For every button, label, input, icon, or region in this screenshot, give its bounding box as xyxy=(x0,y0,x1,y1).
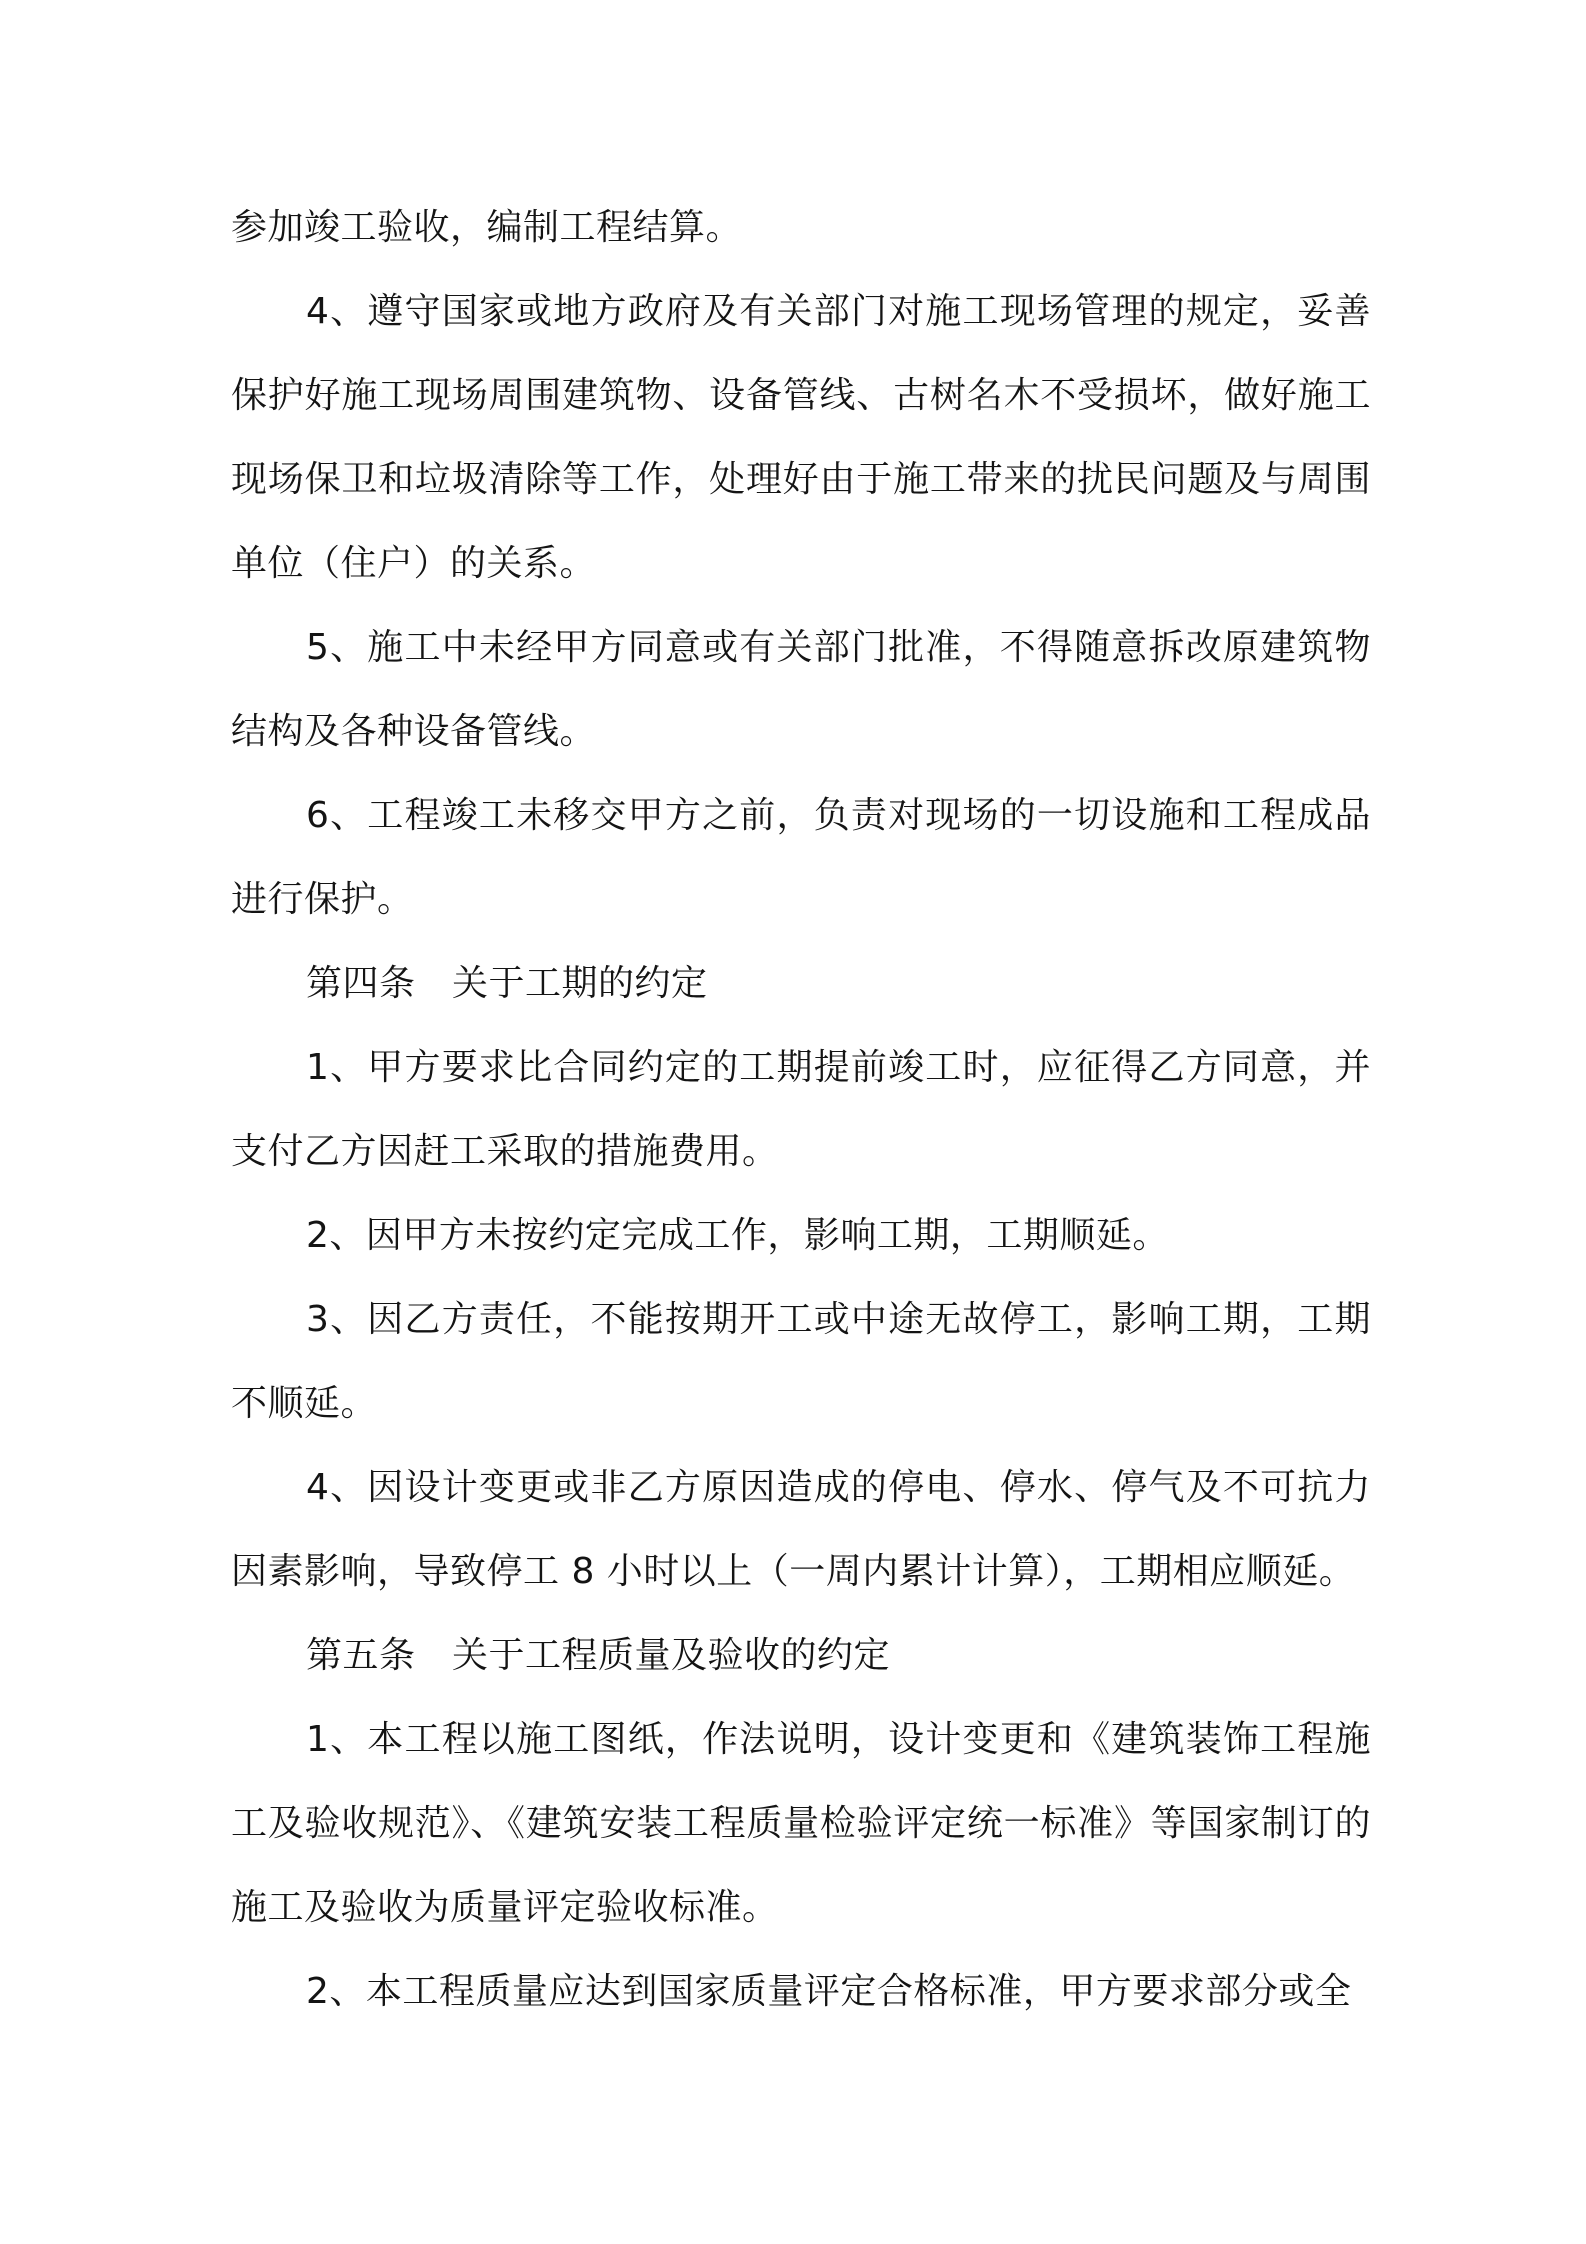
paragraph-0: 参加竣工验收，编制工程结算。 xyxy=(231,207,743,248)
paragraph-6: 2、因甲方未按约定完成工作，影响工期，工期顺延。 xyxy=(306,1215,1169,1256)
paragraph-7: 3、因乙方责任，不能按期开工或中途无故停工，影响工期，工期不顺延。 xyxy=(231,1299,1371,1424)
paragraph-1: 4、遵守国家或地方政府及有关部门对施工现场管理的规定，妥善保护好施工现场周围建筑物、设备管线、古树名木不受损坏，做好施工现场保卫和垃圾清除等工作，处理好由于施工带来的扰民问题及与周围单位（住户）的关系。 xyxy=(231,291,1371,584)
paragraph-8: 4、因设计变更或非乙方原因造成的停电、停水、停气及不可抗力因素影响，导致停工 8 小时以上（一周内累计计算），工期相应顺延。 xyxy=(231,1467,1371,1592)
section-heading-5: 第五条 关于工程质量及验收的约定 xyxy=(306,1635,891,1676)
paragraph-2: 5、施工中未经甲方同意或有关部门批准，不得随意拆改原建筑物结构及各种设备管线。 xyxy=(231,627,1371,752)
section-heading-4: 第四条 关于工期的约定 xyxy=(306,963,708,1004)
paragraph-11: 2、本工程质量应达到国家质量评定合格标准，甲方要求部分或全 xyxy=(306,1971,1352,2012)
paragraph-10: 1、本工程以施工图纸，作法说明，设计变更和《建筑装饰工程施工及验收规范》、《建筑安装工程质量检验评定统一标准》等国家制订的施工及验收为质量评定验收标准。 xyxy=(231,1719,1371,1928)
paragraph-5: 1、甲方要求比合同约定的工期提前竣工时，应征得乙方同意，并支付乙方因赶工采取的措施费用。 xyxy=(231,1047,1371,1172)
document-body xyxy=(231,186,1371,2034)
paragraph-3: 6、工程竣工未移交甲方之前，负责对现场的一切设施和工程成品进行保护。 xyxy=(231,795,1371,920)
